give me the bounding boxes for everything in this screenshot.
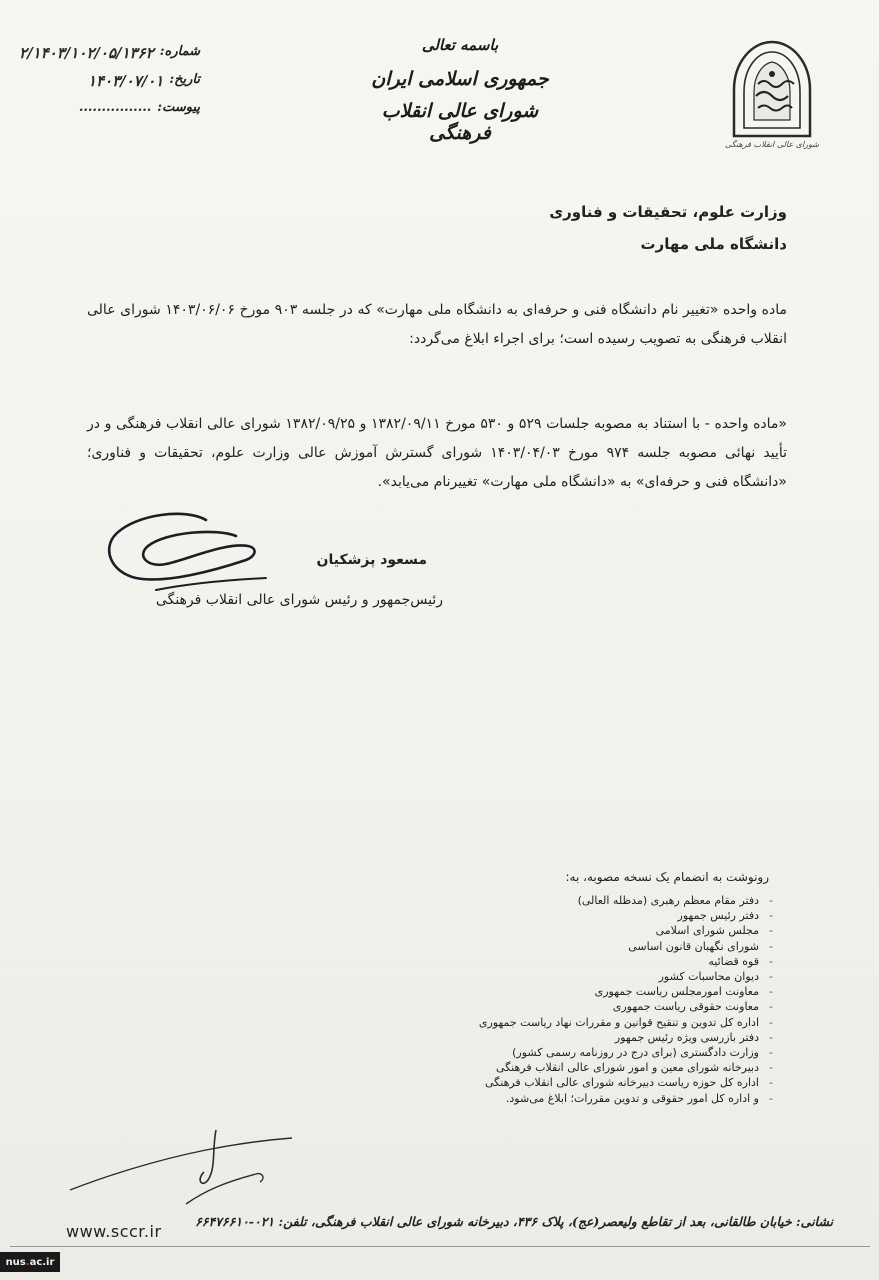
cc-item-text: دفتر رئیس جمهور: [677, 909, 759, 923]
date-row: [10, 72, 200, 90]
cc-bullet: -: [769, 894, 773, 907]
initials-scribble: [66, 1120, 296, 1210]
date-label: تاریخ:: [169, 72, 200, 87]
cc-bullet: -: [769, 1030, 773, 1044]
cc-bullet: -: [769, 985, 773, 999]
cc-bullet: -: [769, 954, 773, 968]
cc-list-item: [479, 1030, 773, 1045]
body-paragraph-1: ماده واحده «تغییر نام دانشگاه فنی و حرفه‌ای به دانشگاه ملی مهارت» که در جلسه ۹۰۳ مورخ ۱۴۰۳/۰۶/۰۶ شورای عالی انقلاب فرهنگی به تصویب رسیده است؛ برای اجراء ابلاغ می‌گردد:: [87, 302, 787, 347]
cc-item-text: و اداره کل امور حقوقی و تدوین مقررات؛ ابلاغ می‌شود.: [505, 1091, 759, 1105]
attachment-value: ................: [78, 100, 152, 115]
cc-bullet: -: [769, 1076, 773, 1090]
bismillah: باسمه تعالی: [421, 36, 499, 54]
body-paragraph-2: «ماده واحده - با استناد به مصوبه جلسات ۵۲۹ و ۵۳۰ مورخ ۱۳۸۲/۰۹/۱۱ و ۱۳۸۲/۰۹/۲۵ شورای عالی انقلاب فرهنگی و در تأیید نهائی مصوبه جلسه ۹۷۴ مورخ ۱۴۰۳/۰۴/۰۳ شورای گسترش آموزش عالی وزارت علوم، تحقیقات و فناوری؛ «دانشگاه فنی و حرفه‌ای» به «دانشگاه ملی مهارت» تغییرنام می‌یابد».: [87, 416, 787, 490]
cc-item-text: دبیرخانه شورای معین و امور شورای عالی انقلاب فرهنگی: [495, 1061, 759, 1075]
cc-list-item: [479, 1091, 773, 1106]
cc-bullet: -: [769, 939, 773, 953]
letter-meta: [10, 44, 200, 125]
council-name: شورای عالی انقلاب فرهنگی: [381, 100, 539, 144]
attachment-row: [10, 100, 200, 115]
attachment-label: پیوست:: [157, 100, 200, 115]
cc-bullet: -: [769, 1061, 773, 1075]
cc-item-text: دفتر بازرسی ویژه رئیس جمهور: [614, 1030, 759, 1044]
signer-title: رئیس‌جمهور و رئیس شورای عالی انقلاب فرهنگی: [155, 592, 443, 608]
date-value: ۱۴۰۳/۰۷/۰۱: [87, 72, 164, 90]
cc-item-text: وزارت دادگستری (برای درج در روزنامه رسمی کشور): [512, 1046, 759, 1060]
cc-list-item: [479, 923, 773, 938]
cc-item-text: معاونت امورمجلس ریاست جمهوری: [594, 985, 759, 999]
recipient-block: [549, 196, 787, 260]
postal-address: نشانی: خیابان طالقانی، بعد از تقاطع ولیعصر(عج)، پلاک ۴۳۶، دبیرخانه شورای عالی انقلاب فرهنگی، تلفن: ۰۲۱-۶۶۴۷۶۶۱۰: [195, 1214, 833, 1229]
cc-list-item: [479, 1075, 773, 1090]
number-row: [10, 44, 200, 62]
cc-item-text: اداره کل حوزه ریاست دبیرخانه شورای عالی انقلاب فرهنگی: [485, 1076, 759, 1090]
cc-item-text: قوه قضائیه: [708, 954, 759, 968]
cc-item-text: دیوان محاسبات کشور: [658, 970, 759, 984]
cc-list-item: [478, 1015, 773, 1030]
cc-item-text: اداره کل تدوین و تنقیح قوانین و مقررات نهاد ریاست جمهوری: [478, 1015, 759, 1029]
number-label: شماره:: [159, 44, 200, 59]
cc-bullet: -: [769, 970, 773, 984]
number-value: ۲/۱۴۰۳/۱۰۲/۰۵/۱۳۶۲: [19, 44, 154, 62]
recipient-university: دانشگاه ملی مهارت: [640, 235, 787, 253]
watermark-suffix: ac.ir: [29, 1256, 55, 1268]
council-seal-logo: [722, 36, 822, 156]
cc-item-text: مجلس شورای اسلامی: [655, 924, 759, 938]
watermark-prefix: nus: [5, 1256, 26, 1268]
website-link[interactable]: www.sccr.ir: [66, 1222, 162, 1241]
cc-bullet: -: [769, 1091, 773, 1105]
cc-list-item: [479, 908, 773, 923]
cc-list-item: [479, 969, 773, 984]
country-name: جمهوری اسلامی ایران: [371, 68, 549, 90]
cc-list-item: [479, 954, 773, 969]
cc-item-text: دفتر مقام معظم رهبری (مدظله العالی): [577, 894, 759, 907]
cc-bullet: -: [769, 1000, 773, 1014]
cc-bullet: -: [769, 909, 773, 923]
cc-bullet: -: [769, 1015, 773, 1029]
watermark-dot: .: [25, 1256, 30, 1268]
cc-bullet: -: [769, 1046, 773, 1060]
recipient-ministry: وزارت علوم، تحقیقات و فناوری: [549, 203, 787, 221]
footer-divider: [10, 1246, 870, 1247]
cc-intro: رونوشت به انضمام یک نسخه مصوبه، به:: [565, 870, 769, 884]
cc-item-text: شورای نگهبان قانون اساسی: [628, 939, 759, 953]
cc-list-item: [479, 1045, 773, 1060]
cc-list-item: [479, 939, 773, 954]
cc-list-item: [479, 1060, 773, 1075]
signer-name: مسعود پزشکیان: [316, 552, 427, 568]
cc-list-item: [479, 893, 773, 908]
cc-list: [478, 893, 773, 1106]
cc-list-item: [479, 999, 773, 1014]
seal-caption: شورای عالی انقلاب فرهنگی: [725, 140, 819, 149]
cc-bullet: -: [769, 924, 773, 938]
cc-item-text: معاونت حقوقی ریاست جمهوری: [612, 1000, 759, 1014]
watermark-badge: [0, 1252, 60, 1272]
cc-list-item: [479, 984, 773, 999]
letterhead-titles: [360, 36, 560, 144]
